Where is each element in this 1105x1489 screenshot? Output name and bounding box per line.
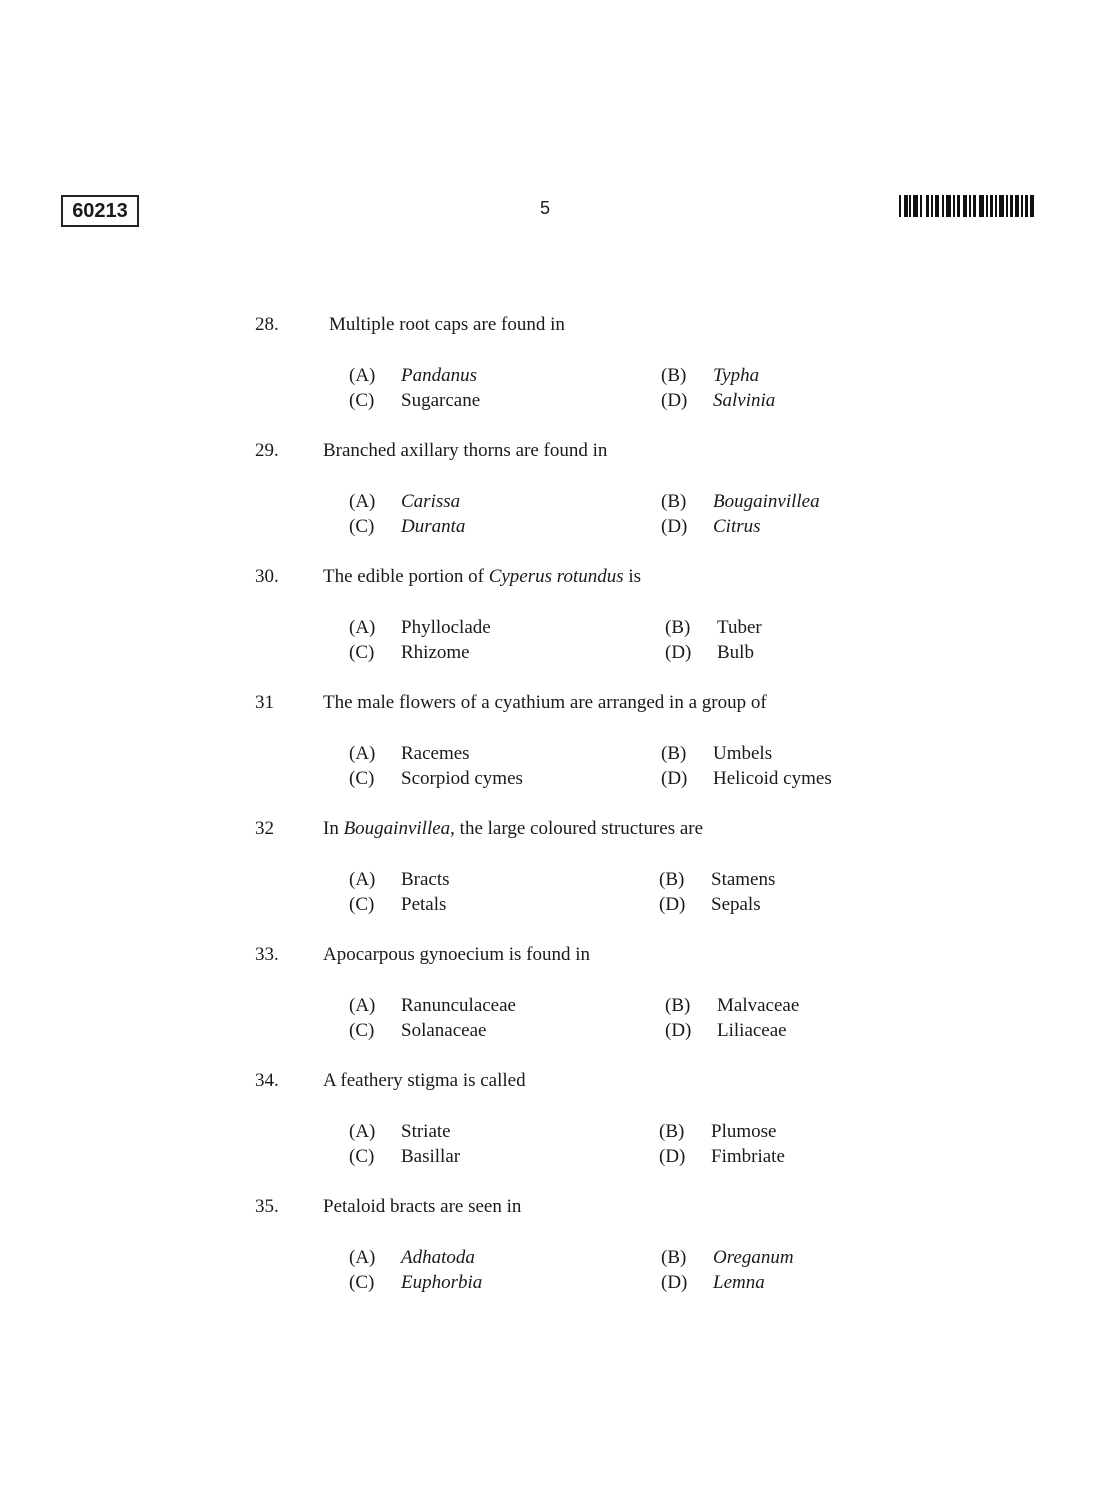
option-label: (D)	[659, 894, 686, 915]
option-label: (C)	[349, 516, 375, 537]
option-label: (B)	[659, 869, 685, 890]
question-number: 31	[255, 692, 274, 713]
option-d	[661, 390, 775, 412]
option-label: (A)	[349, 365, 376, 386]
option-label: (B)	[661, 743, 687, 764]
option-text: Umbels	[713, 743, 773, 764]
option-text: Solanaceae	[401, 1020, 487, 1041]
option-d	[661, 1272, 765, 1294]
option-label: (B)	[661, 1247, 687, 1268]
option-label: (D)	[659, 1146, 686, 1167]
option-text: Helicoid cymes	[713, 768, 832, 789]
option-label: (C)	[349, 1146, 375, 1167]
option-text: Rhizome	[401, 642, 470, 663]
option-b	[661, 491, 820, 513]
option-c	[349, 1020, 486, 1042]
species-name: Cyperus rotundus	[488, 566, 624, 587]
question-number: 29.	[255, 440, 279, 461]
option-label: (D)	[661, 1272, 688, 1293]
paper-code: 60213	[61, 195, 139, 227]
option-c	[349, 1272, 482, 1294]
option-label: (C)	[349, 1272, 375, 1293]
option-label: (B)	[665, 617, 691, 638]
question-text-part: , the large coloured structures are	[450, 818, 704, 839]
option-text: Tuber	[717, 617, 762, 638]
option-label: (B)	[661, 491, 687, 512]
option-b	[659, 869, 775, 891]
question-number: 34.	[255, 1070, 279, 1091]
option-label: (C)	[349, 642, 375, 663]
option-text: Plumose	[711, 1121, 777, 1142]
option-label: (C)	[349, 390, 375, 411]
option-text: Basillar	[401, 1146, 461, 1167]
option-label: (A)	[349, 995, 376, 1016]
option-c	[349, 768, 523, 790]
option-c	[349, 1146, 460, 1168]
option-label: (D)	[665, 642, 692, 663]
option-b	[665, 995, 799, 1017]
option-c	[349, 642, 470, 664]
option-label: (A)	[349, 743, 376, 764]
option-text: Petals	[401, 894, 447, 915]
option-a	[349, 617, 491, 639]
option-c	[349, 516, 465, 538]
option-label: (D)	[661, 390, 688, 411]
option-label: (A)	[349, 491, 376, 512]
option-text: Phylloclade	[401, 617, 491, 638]
question-text	[323, 818, 703, 840]
option-label: (A)	[349, 1247, 376, 1268]
question-text: Multiple root caps are found in	[329, 314, 565, 335]
option-text: Lemna	[713, 1272, 765, 1293]
species-name: Bougainvillea	[343, 818, 451, 839]
question-number: 35.	[255, 1196, 279, 1217]
option-b	[661, 1247, 794, 1269]
option-text: Striate	[401, 1121, 451, 1142]
option-d	[665, 1020, 787, 1042]
option-a	[349, 869, 450, 891]
question-text: Apocarpous gynoecium is found in	[323, 944, 591, 965]
barcode-icon	[899, 195, 1034, 217]
page-number: 5	[539, 198, 550, 218]
option-a	[349, 1121, 451, 1143]
question-text-part: The edible portion of	[323, 566, 489, 587]
option-text: Racemes	[401, 743, 470, 764]
option-text: Fimbriate	[711, 1146, 785, 1167]
question-number: 32	[255, 818, 274, 839]
option-label: (B)	[661, 365, 687, 386]
option-a	[349, 365, 477, 387]
option-text: Citrus	[713, 516, 761, 537]
option-text: Malvaceae	[717, 995, 800, 1016]
option-text: Euphorbia	[401, 1272, 483, 1293]
option-b	[661, 365, 759, 387]
option-d	[661, 516, 761, 538]
option-d	[661, 768, 832, 790]
option-text: Liliaceae	[717, 1020, 787, 1041]
option-label: (A)	[349, 1121, 376, 1142]
option-a	[349, 1247, 475, 1269]
question-text: Branched axillary thorns are found in	[323, 440, 608, 461]
question-number: 30.	[255, 566, 279, 587]
option-text: Stamens	[711, 869, 776, 890]
option-label: (A)	[349, 617, 376, 638]
option-text: Ranunculaceae	[401, 995, 516, 1016]
option-a	[349, 491, 460, 513]
option-text: Scorpiod cymes	[401, 768, 523, 789]
question-number: 28.	[255, 314, 279, 335]
option-text: Carissa	[401, 491, 461, 512]
option-label: (C)	[349, 1020, 375, 1041]
option-label: (B)	[659, 1121, 685, 1142]
option-b	[665, 617, 762, 639]
option-text: Sugarcane	[401, 390, 481, 411]
question-text: A feathery stigma is called	[323, 1070, 526, 1091]
option-b	[659, 1121, 776, 1143]
option-d	[659, 894, 761, 916]
option-text: Salvinia	[713, 390, 776, 411]
question-number: 33.	[255, 944, 279, 965]
option-d	[659, 1146, 785, 1168]
option-label: (C)	[349, 768, 375, 789]
option-c	[349, 390, 480, 412]
option-text: Adhatoda	[401, 1247, 475, 1268]
option-text: Bracts	[401, 869, 450, 890]
option-a	[349, 995, 516, 1017]
option-text: Duranta	[401, 516, 466, 537]
option-label: (D)	[665, 1020, 692, 1041]
question-text	[323, 566, 641, 588]
option-text: Oreganum	[713, 1247, 794, 1268]
option-text: Pandanus	[401, 365, 477, 386]
question-text-part: is	[623, 566, 642, 587]
option-label: (D)	[661, 768, 688, 789]
option-text: Sepals	[711, 894, 761, 915]
option-label: (B)	[665, 995, 691, 1016]
option-text: Bulb	[717, 642, 754, 663]
option-label: (C)	[349, 894, 375, 915]
option-text: Bougainvillea	[713, 491, 820, 512]
option-c	[349, 894, 446, 916]
option-b	[661, 743, 772, 765]
option-a	[349, 743, 470, 765]
question-text: Petaloid bracts are seen in	[323, 1196, 522, 1217]
option-text: Typha	[713, 365, 760, 386]
option-d	[665, 642, 754, 664]
option-label: (D)	[661, 516, 688, 537]
question-text-part: In	[323, 818, 344, 839]
question-text: The male flowers of a cyathium are arranged in a group of	[323, 692, 767, 713]
option-label: (A)	[349, 869, 376, 890]
